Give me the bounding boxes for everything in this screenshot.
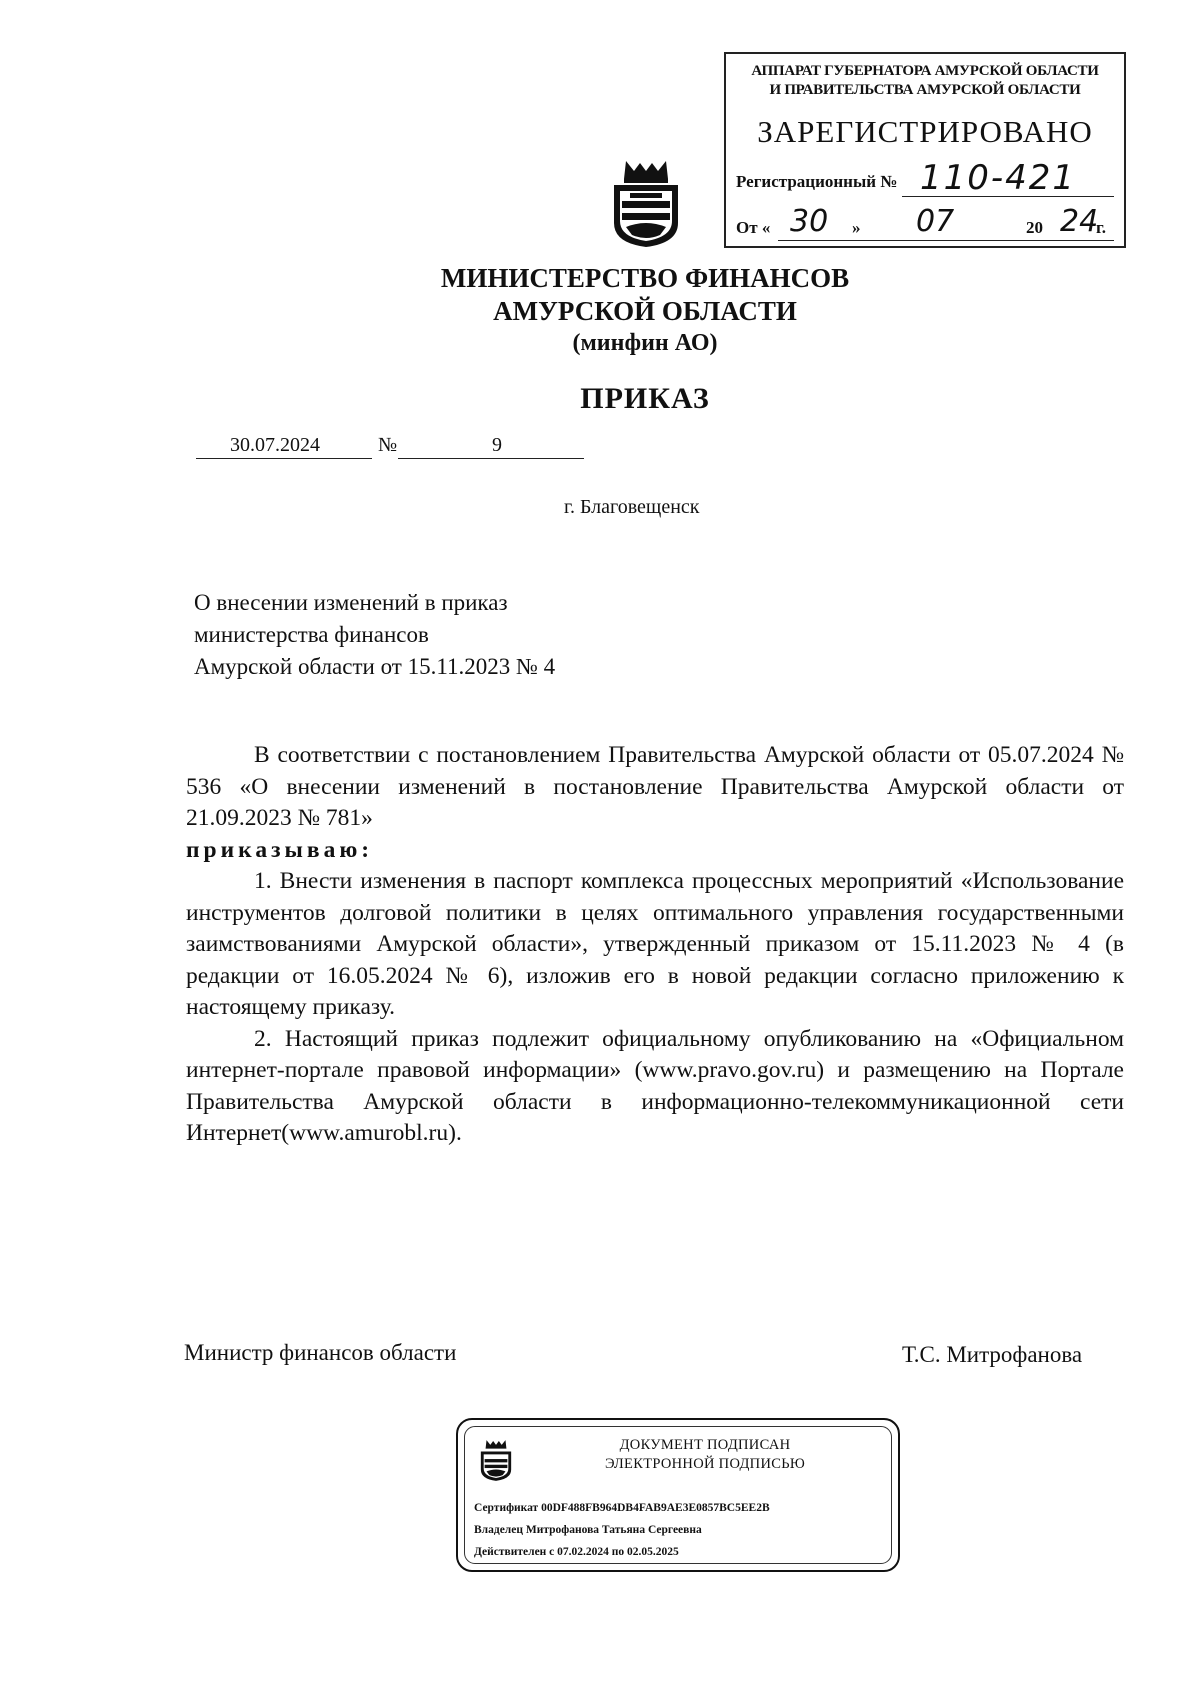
esig-certificate: Сертификат 00DF488FB964DB4FAB9AE3E0857BC5EE2B [474, 1502, 770, 1514]
signatory-name: Т.С. Митрофанова [902, 1342, 1083, 1367]
order-number: 9 [492, 434, 502, 456]
stamp-year-prefix: 20 [1026, 218, 1043, 237]
esig-owner: Владелец Митрофанова Татьяна Сергеевна [474, 1524, 702, 1536]
ministry-name [0, 262, 1200, 328]
order-word: приказываю: [186, 836, 374, 863]
ministry-short-name: (минфин АО) [572, 330, 718, 356]
stamp-title: ЗАРЕГИСТРИРОВАНО [757, 114, 1093, 149]
ministry-name-line1: МИНИСТЕРСТВО ФИНАНСОВ [440, 263, 850, 293]
stamp-number-underline [902, 196, 1114, 197]
esig-title-line1: ДОКУМЕНТ ПОДПИСАН [619, 1437, 791, 1453]
ministry-name-line2: АМУРСКОЙ ОБЛАСТИ [493, 296, 797, 326]
stamp-year-g: г. [1096, 218, 1107, 237]
preamble-paragraph: В соответствии с постановлением Правительства Амурской области от 05.07.2024 № 536 «О внесении изменений в постановление Правительства Амурской области от 21.09.2023 № 781» [186, 742, 1124, 831]
stamp-number-value: 110-421 [920, 158, 1077, 198]
stamp-quote-close: » [852, 218, 861, 237]
electronic-signature-stamp [456, 1418, 900, 1572]
document-type: ПРИКАЗ [580, 382, 710, 415]
order-item-1: 1. Внести изменения в паспорт комплекса процессных мероприятий «Использование инструментов долговой политики в целях оптимального управления государственными заимствованиями Амурской области», утвержденный приказом от 15.11.2023 № 4 (в редакции от 16.05.2024 № 6), изложив его в новой редакции согласно приложению к настоящему приказу. [186, 868, 1124, 1020]
order-number-underline [398, 458, 584, 459]
subject-line1: О внесении изменений в приказ [194, 590, 508, 615]
order-number-sign: № [378, 434, 398, 456]
stamp-number-label: Регистрационный № [736, 172, 898, 191]
city: г. Благовещенск [564, 496, 700, 518]
stamp-organization-line1: АППАРАТ ГУБЕРНАТОРА АМУРСКОЙ ОБЛАСТИ [751, 63, 1099, 79]
coat-of-arms-icon [478, 1438, 514, 1482]
order-item-2: 2. Настоящий приказ подлежит официальному опубликованию на «Официальном интернет-портале правовой информации» (www.pravo.gov.ru) и размещению на Портале Правительства Амурской области в информационно-телекоммуникационной сети Интернет(www.amurobl.ru). [186, 1025, 1124, 1146]
esig-title [522, 1436, 888, 1474]
signatory-title: Министр финансов области [184, 1340, 457, 1365]
esig-validity: Действителен с 07.02.2024 по 02.05.2025 [474, 1546, 679, 1558]
subject-line2: министерства финансов [194, 622, 429, 647]
stamp-month: 07 [916, 204, 955, 239]
stamp-organization-line2: И ПРАВИТЕЛЬСТВА АМУРСКОЙ ОБЛАСТИ [769, 82, 1081, 98]
order-date: 30.07.2024 [230, 434, 320, 456]
subject-line3: Амурской области от 15.11.2023 № 4 [194, 654, 556, 679]
registration-stamp [724, 52, 1126, 248]
esig-title-line2: ЭЛЕКТРОННОЙ ПОДПИСЬЮ [604, 1456, 806, 1472]
order-date-underline [196, 458, 372, 459]
stamp-organization [734, 62, 1116, 100]
order-body [186, 740, 1124, 1150]
stamp-year-suffix: 24 [1060, 204, 1099, 239]
stamp-day: 30 [790, 204, 829, 239]
stamp-date-label: От « [736, 218, 771, 237]
coat-of-arms-icon [608, 157, 684, 249]
order-subject [194, 587, 555, 683]
stamp-date-underline [778, 240, 1114, 241]
